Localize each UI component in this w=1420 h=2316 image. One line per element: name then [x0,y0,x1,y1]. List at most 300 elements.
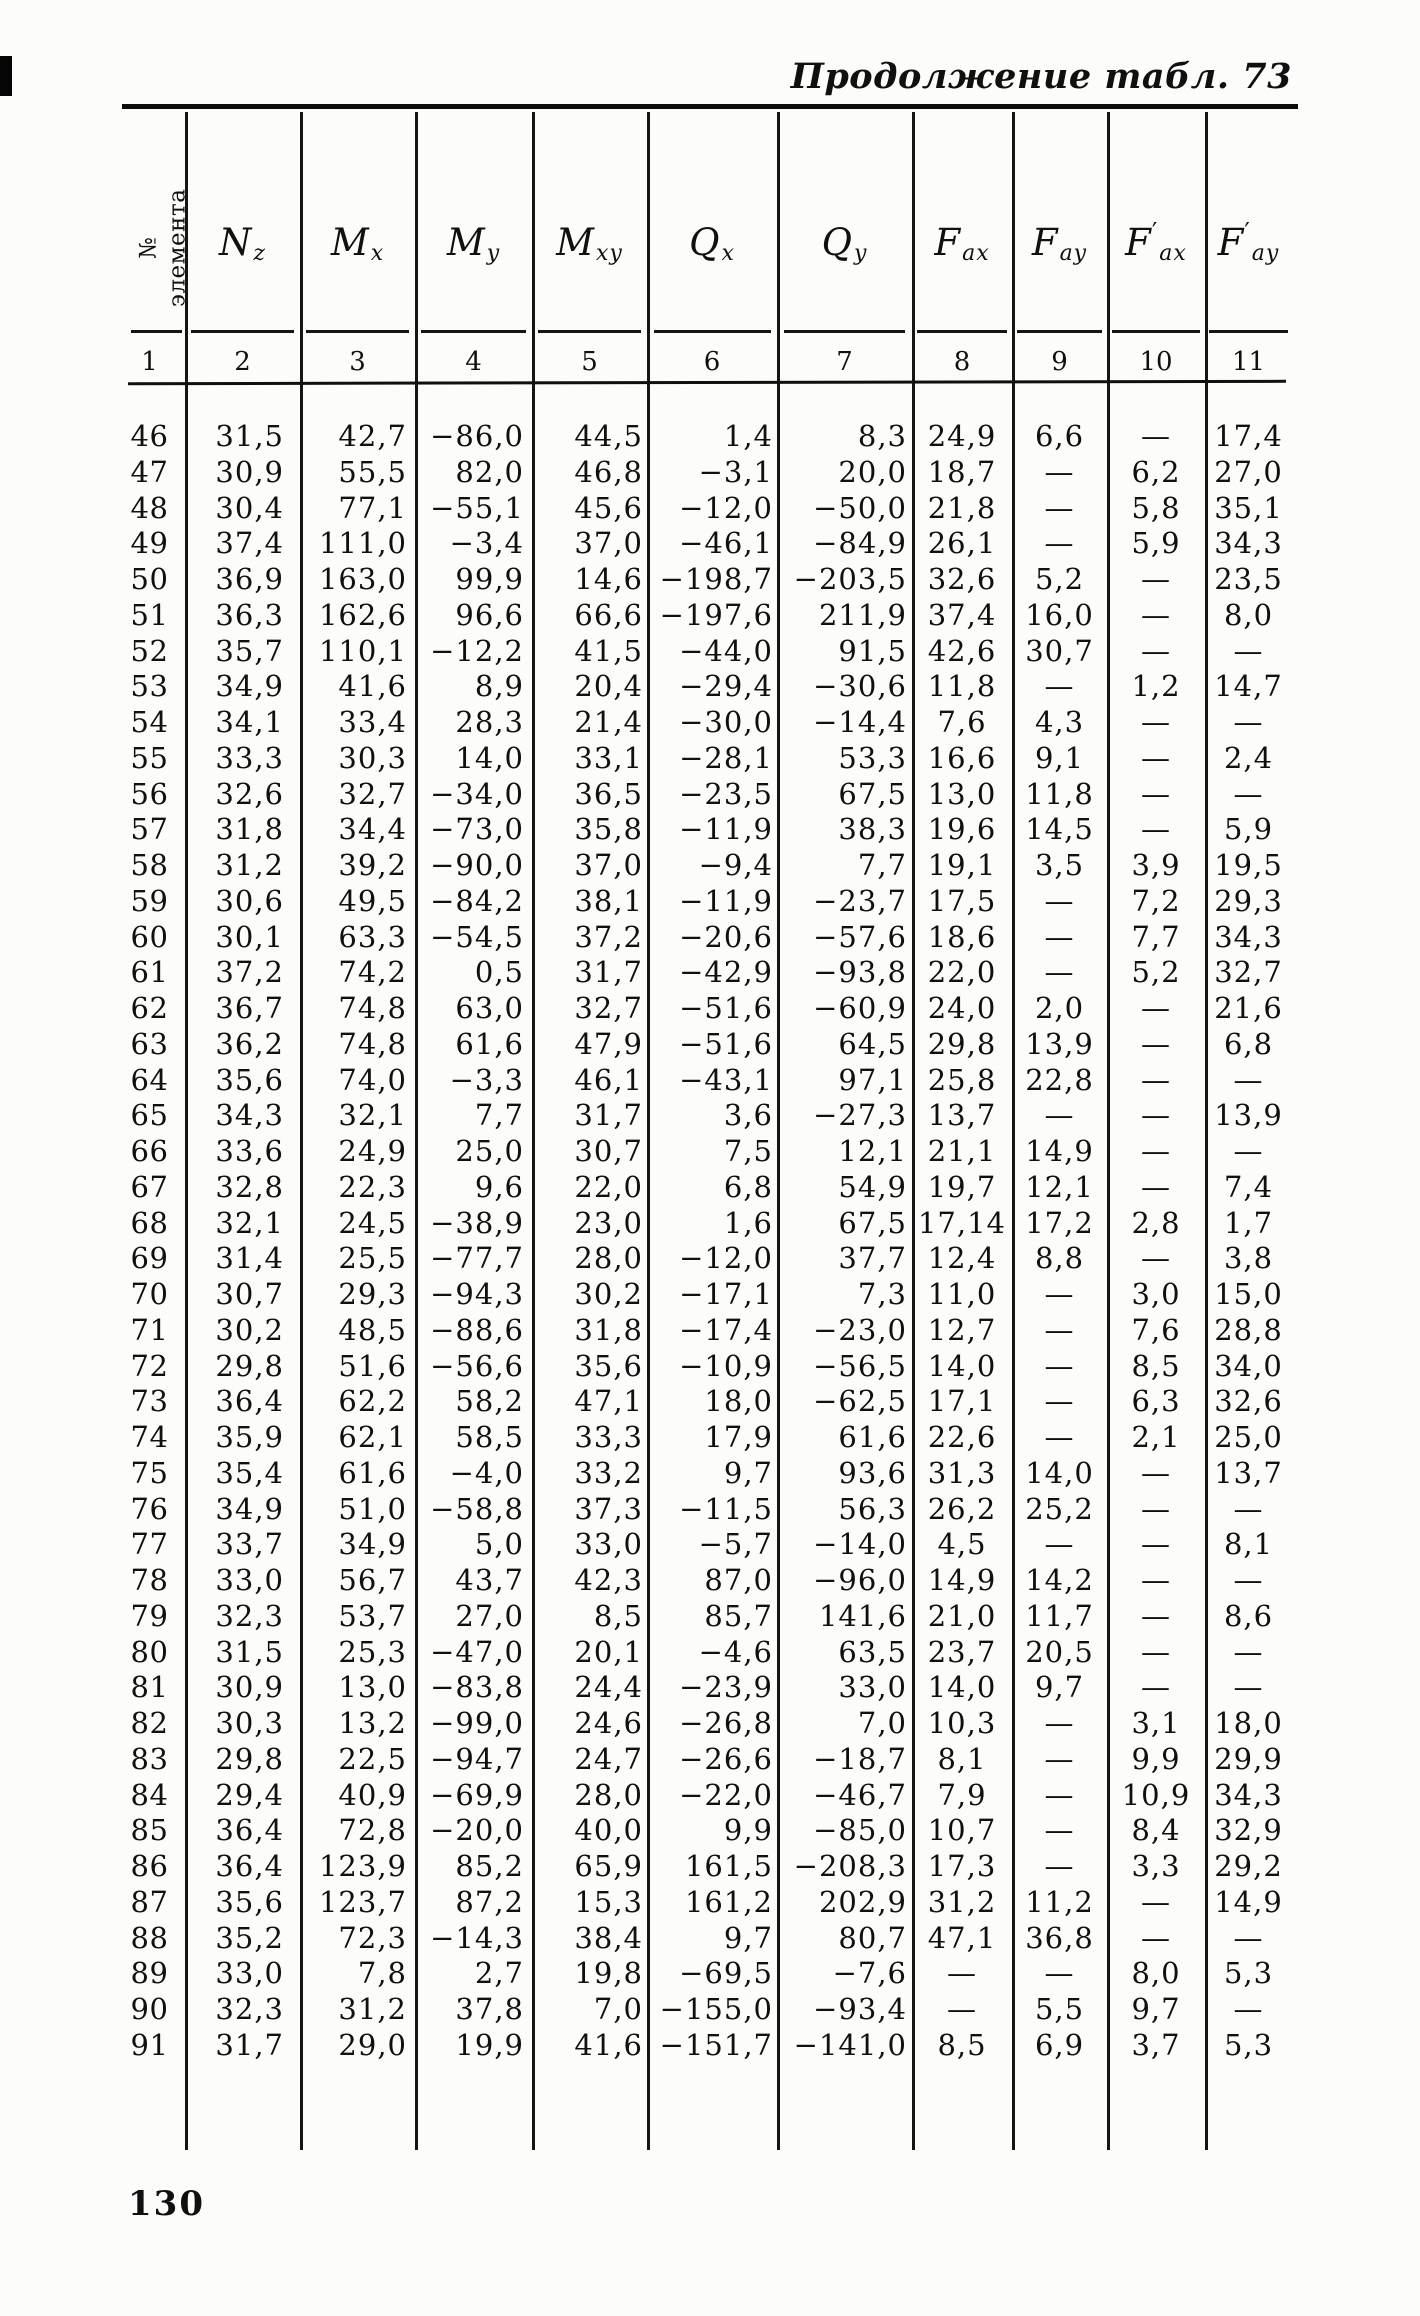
header-underline [415,330,532,333]
table-cell: 32,6 [1214,1384,1283,1419]
table-cell: −28,1 [679,740,773,775]
table-cell: 29,8 [927,1026,997,1061]
table-cell: −12,0 [679,1241,773,1276]
table-cell: −14,3 [430,1920,524,1955]
table-header-row [128,162,1292,322]
table-cell: — [1044,1420,1075,1454]
table-cell: 1,2 [1131,669,1181,704]
table-cell: 22,0 [927,955,997,990]
table-cell: 29,9 [1214,1741,1283,1776]
table-cell: 33,0 [215,1563,284,1597]
table-cell: 49,5 [338,883,407,918]
table-cell: 2,0 [1034,991,1085,1025]
table-cell: −10,9 [679,1348,773,1383]
table-cell: 10,3 [927,1706,997,1740]
table-cell: — [1141,776,1171,811]
table-cell: 8,8 [1034,1241,1085,1276]
table-cell: 3,8 [1223,1241,1274,1276]
header-symbol: M [446,220,485,264]
row-number-cell: 57 [130,812,169,847]
table-cell: 6,2 [1131,454,1181,489]
table-cell: 33,0 [215,1956,284,1991]
row-number-cell: 61 [130,955,169,990]
table-cell: — [1233,633,1264,668]
table-cell: 55,5 [338,454,407,489]
data-table [128,104,1292,2150]
table-cell: 25,3 [338,1634,407,1669]
table-cell: 25,5 [338,1241,407,1276]
table-cell: 37,7 [838,1241,907,1276]
table-cell: −22,0 [679,1777,773,1812]
table-cell: 2,8 [1131,1205,1181,1240]
table-cell: −5,7 [698,1527,773,1562]
table-cell: 20,1 [574,1634,643,1669]
table-cell: 1,6 [723,1205,773,1240]
table-cell: — [1141,419,1171,453]
table-cell: 12,1 [838,1134,907,1168]
table-cell: — [1141,1527,1171,1562]
table-cell: 32,3 [215,1992,284,2026]
table-cell: 24,6 [574,1706,643,1740]
table-cell: — [1044,1741,1075,1776]
table-cell: −86,0 [430,419,524,453]
table-cell: 7,5 [723,1134,773,1168]
table-cell: −47,0 [430,1634,524,1669]
table-cell: — [1141,562,1171,596]
table-cell: 18,0 [704,1384,773,1419]
row-number-cell: 48 [130,490,169,525]
table-cell: 29,4 [215,1777,284,1812]
row-number-cell: 81 [130,1670,169,1705]
table-cell: 34,3 [1214,526,1283,561]
table-cell: 3,1 [1131,1706,1181,1740]
table-cell: −14,0 [813,1527,907,1562]
table-cell: 211,9 [818,597,907,632]
table-cell: 43,7 [455,1563,524,1597]
table-cell: — [1141,1491,1171,1526]
table-cell: — [947,1956,977,1991]
table-cell: −27,3 [813,1098,907,1133]
table-cell: — [1141,1563,1171,1597]
table-cell: 31,8 [574,1312,643,1347]
table-cell: −23,7 [813,883,907,918]
table-cell: 36,5 [574,776,643,811]
table-cell: 14,9 [1025,1134,1094,1168]
table-cell: 30,4 [215,490,284,525]
table-cell: 32,7 [1214,955,1283,990]
table-cell: 9,7 [723,1920,773,1955]
table-cell: 8,9 [474,669,524,704]
header-subscript: ax [1159,240,1187,266]
table-cell: −7,6 [832,1956,907,1991]
table-cell: 30,2 [574,1277,643,1311]
row-number-cell: 60 [130,919,169,954]
table-cell: 34,3 [1214,919,1283,954]
table-cell: — [1044,1098,1075,1133]
header-symbol: F [1217,220,1244,264]
table-cell: 14,2 [1025,1563,1094,1597]
header-symbol: M [330,220,369,264]
header-symbol: N [219,220,252,264]
table-cell: 6,8 [1223,1026,1274,1061]
table-cell: — [1141,1169,1171,1204]
row-number-cell: 78 [130,1563,169,1597]
table-cell: 82,0 [455,454,524,489]
column-number: 8 [953,347,971,377]
table-cell: 14,0 [1025,1455,1094,1490]
row-number-cell: 75 [130,1455,169,1490]
table-cell: 34,3 [1214,1777,1283,1812]
table-cell: −3,1 [698,454,773,489]
table-cell: 19,5 [1214,848,1283,882]
table-body [128,419,1292,2064]
table-cell: 21,4 [574,705,643,739]
row-number-cell: 77 [130,1527,169,1562]
row-number-cell: 46 [130,419,169,453]
table-cell: 46,8 [574,454,643,489]
row-number-cell: 73 [130,1384,169,1419]
table-cell: 87,2 [455,1884,524,1919]
table-cell: 62,1 [338,1420,407,1454]
table-cell: 36,9 [215,562,284,596]
table-cell: — [1141,1884,1171,1919]
table-cell: — [1233,1920,1264,1955]
table-cell: 58,2 [455,1384,524,1419]
table-cell: 72,3 [338,1920,407,1955]
table-cell: 7,0 [857,1706,907,1740]
table-cell: 3,7 [1131,2027,1181,2062]
table-cell: 51,0 [338,1491,407,1526]
table-cell: 13,9 [1025,1026,1094,1061]
table-cell: 31,2 [927,1884,997,1919]
table-cell: −23,5 [679,776,773,811]
table-cell: −197,6 [659,597,773,632]
table-cell: 21,0 [927,1598,997,1633]
table-cell: 20,4 [574,669,643,704]
table-cell: 33,2 [574,1455,643,1490]
table-cell: 25,8 [927,1062,997,1097]
table-cell: 38,3 [838,812,907,847]
header-underline [128,330,185,333]
table-cell: 74,2 [338,955,407,990]
table-cell: −18,7 [813,1741,907,1776]
table-cell: 22,3 [338,1169,407,1204]
table-cell: — [1141,740,1171,775]
header-symbol: M [556,220,595,264]
row-number-cell: 67 [130,1169,169,1204]
table-cell: — [1044,883,1075,918]
table-cell: −94,3 [430,1277,524,1311]
table-cell: — [1044,526,1075,561]
table-cell: 22,5 [338,1741,407,1776]
table-cell: — [1044,1777,1075,1812]
row-number-cell: 68 [130,1205,169,1240]
table-cell: 15,0 [1214,1277,1283,1311]
table-continuation-title: Продолжение табл. 73 [790,56,1292,97]
table-cell: 22,0 [574,1169,643,1204]
table-cell: 17,2 [1025,1205,1094,1240]
table-cell: 28,0 [574,1241,643,1276]
table-cell: 7,6 [1131,1312,1181,1347]
table-cell: −69,9 [430,1777,524,1812]
table-cell: 123,7 [318,1884,407,1919]
table-cell: 35,1 [1214,490,1283,525]
table-cell: 36,4 [215,1384,284,1419]
row-number-cell: 66 [130,1134,169,1168]
table-cell: 21,8 [927,490,997,525]
table-cell: −50,0 [813,490,907,525]
table-cell: — [1044,1312,1075,1347]
header-subscript: y [853,240,868,266]
table-cell: 7,9 [937,1777,987,1812]
row-number-cell: 69 [130,1241,169,1276]
row-number-cell: 47 [130,454,169,489]
table-cell: 2,4 [1223,740,1274,775]
table-cell: 74,8 [338,1026,407,1061]
table-cell: 80,7 [838,1920,907,1955]
table-cell: 42,3 [574,1563,643,1597]
table-cell: −56,5 [813,1348,907,1383]
table-cell: — [1141,1241,1171,1276]
table-cell: −84,2 [430,883,524,918]
table-cell: 34,3 [215,1098,284,1133]
column-number: 5 [581,347,598,377]
table-cell: 30,7 [1025,633,1094,668]
table-cell: 30,7 [215,1277,284,1311]
row-number-cell: 85 [130,1813,169,1848]
table-cell: −99,0 [430,1706,524,1740]
table-cell: 24,0 [927,991,997,1025]
table-cell: — [1141,991,1171,1025]
table-cell: −54,5 [430,919,524,954]
table-cell: 85,7 [704,1598,773,1633]
table-cell: — [1044,919,1075,954]
row-number-cell: 88 [130,1920,169,1955]
header-underline [777,330,912,333]
header-prime: ′ [1244,218,1250,246]
table-cell: 12,7 [927,1312,997,1347]
table-cell: 33,6 [215,1134,284,1168]
row-number-cell: 55 [130,740,169,775]
table-cell: 7,8 [357,1956,407,1991]
table-cell: 58,5 [455,1420,524,1454]
table-cell: 3,9 [1131,848,1181,882]
table-cell: 32,1 [338,1098,407,1133]
table-cell: 37,0 [574,848,643,882]
table-cell: 15,3 [574,1884,643,1919]
table-cell: 33,3 [215,740,284,775]
table-cell: −51,6 [679,991,773,1025]
table-cell: 34,9 [215,1491,284,1526]
table-cell: 32,6 [927,562,997,596]
header-subscript: y [486,240,501,266]
table-cell: 40,9 [338,1777,407,1812]
table-cell: −208,3 [793,1849,907,1883]
row-number-cell: 59 [130,883,169,918]
table-cell: 8,4 [1131,1813,1181,1848]
scan-artifact [0,56,12,96]
table-cell: 7,4 [1223,1169,1274,1204]
table-cell: 5,9 [1223,812,1274,847]
table-cell: −141,0 [793,2027,907,2062]
table-cell: 20,5 [1025,1634,1094,1669]
table-cell: −96,0 [813,1563,907,1597]
table-cell: 161,5 [684,1849,773,1883]
table-cell: −85,0 [813,1813,907,1848]
table-cell: −3,4 [449,526,524,561]
table-cell: 29,3 [338,1277,407,1311]
table-cell: — [1233,1062,1264,1097]
table-cell: 34,1 [215,705,284,739]
table-cell: 28,8 [1214,1312,1283,1347]
table-cell: 41,6 [574,2027,643,2062]
table-cell: 36,4 [215,1849,284,1883]
table-cell: 31,3 [927,1455,997,1490]
table-cell: −4,0 [449,1455,524,1490]
table-top-rule [122,104,1298,109]
table-cell: — [1044,454,1075,489]
table-cell: 13,9 [1214,1098,1283,1133]
table-cell: 31,8 [215,812,284,847]
row-number-cell: 64 [130,1062,169,1097]
table-cell: −58,8 [430,1491,524,1526]
table-cell: 32,3 [215,1598,284,1633]
table-cell: −56,6 [430,1348,524,1383]
row-number-cell: 62 [130,991,169,1025]
table-cell: −11,9 [679,812,773,847]
header-subscript: xy [596,240,623,266]
table-cell: 20,0 [838,454,907,489]
table-cell: 44,5 [574,419,643,453]
table-cell: 9,7 [1034,1670,1085,1705]
table-cell: 33,4 [338,705,407,739]
header-symbol: Q [821,220,852,264]
table-cell: 53,3 [838,740,907,775]
table-cell: 163,0 [318,562,407,596]
table-cell: 14,0 [927,1348,997,1383]
column-number: 6 [703,347,721,377]
table-cell: 31,2 [338,1992,407,2026]
column-number: 3 [349,347,366,377]
table-cell: −44,0 [679,633,773,668]
table-cell: — [1233,776,1264,811]
table-cell: −12,2 [430,633,524,668]
table-cell: 161,2 [684,1884,773,1919]
table-cell: — [1044,490,1075,525]
table-cell: −90,0 [430,848,524,882]
table-cell: — [1233,1563,1264,1597]
column-number-row [128,344,1292,380]
table-cell: 14,0 [455,740,524,775]
table-cell: 25,0 [1214,1420,1283,1454]
row-number-cell: 90 [130,1992,169,2026]
table-cell: 36,2 [215,1026,284,1061]
table-cell: 36,8 [1025,1920,1094,1955]
table-cell: 8,0 [1223,597,1274,632]
column-number: 4 [465,347,482,377]
table-cell: — [1141,1920,1171,1955]
table-cell: 35,2 [215,1920,284,1955]
row-number-cell: 89 [130,1956,169,1991]
row-number-cell: 84 [130,1777,169,1812]
table-cell: 24,7 [574,1741,643,1776]
column-header-Qx [647,162,777,322]
table-cell: 26,1 [927,526,997,561]
header-underline [912,330,1012,333]
table-cell: 61,6 [838,1420,907,1454]
table-cell: 26,2 [927,1491,997,1526]
table-cell: 24,9 [927,419,997,453]
page-number: 130 [128,2184,205,2224]
table-cell: 29,0 [338,2027,407,2062]
table-cell: 34,9 [215,669,284,704]
table-cell: 9,1 [1034,740,1085,775]
table-cell: −51,6 [679,1026,773,1061]
table-cell: 7,2 [1131,883,1181,918]
table-cell: 9,6 [474,1169,524,1204]
table-cell: 32,9 [1214,1813,1283,1848]
table-cell: 23,7 [927,1634,997,1669]
header-underline-row [128,330,1292,333]
table-cell: 36,4 [215,1813,284,1848]
column-header-Nz [185,162,300,322]
table-cell: 9,7 [723,1455,773,1490]
table-cell: — [947,1992,977,2026]
table-cell: 42,6 [927,633,997,668]
table-cell: −38,9 [430,1205,524,1240]
table-cell: 1,7 [1223,1205,1274,1240]
row-number-cell: 80 [130,1634,169,1669]
header-underline [1205,330,1292,333]
table-cell: 13,2 [338,1706,407,1740]
table-cell: 7,6 [937,705,987,739]
table-cell: −11,9 [679,883,773,918]
table-cell: 23,5 [1214,562,1283,596]
table-cell: 17,1 [927,1384,997,1419]
table-cell: 30,6 [215,883,284,918]
table-cell: 31,5 [215,419,284,453]
table-cell: 7,7 [474,1098,524,1133]
column-number: 2 [234,347,251,377]
table-cell: 6,8 [723,1169,773,1204]
table-cell: 29,3 [1214,883,1283,918]
table-cell: 12,1 [1025,1169,1094,1204]
table-cell: 34,0 [1214,1348,1283,1383]
table-cell: 162,6 [318,597,407,632]
table-cell: 110,1 [318,633,407,668]
table-cell: 13,7 [1214,1455,1283,1490]
table-cell: 8,5 [593,1598,643,1633]
table-cell: 53,7 [338,1598,407,1633]
header-subscript: ay [1059,240,1088,266]
table-cell: 47,1 [927,1920,997,1955]
table-cell: 67,5 [838,776,907,811]
table-cell: −30,6 [813,669,907,704]
table-cell: 8,1 [1223,1527,1274,1562]
table-cell: −94,7 [430,1741,524,1776]
table-cell: 13,7 [927,1098,997,1133]
row-number-cell: 83 [130,1741,169,1776]
table-cell: 14,9 [1214,1884,1283,1919]
table-cell: 31,7 [215,2027,284,2062]
table-cell: 27,0 [1214,454,1283,489]
table-cell: 1,4 [723,419,773,453]
table-cell: — [1233,1491,1264,1526]
table-cell: 2,1 [1131,1420,1181,1454]
table-cell: −20,6 [679,919,773,954]
table-cell: — [1233,1134,1264,1168]
column-header-My [415,162,532,322]
